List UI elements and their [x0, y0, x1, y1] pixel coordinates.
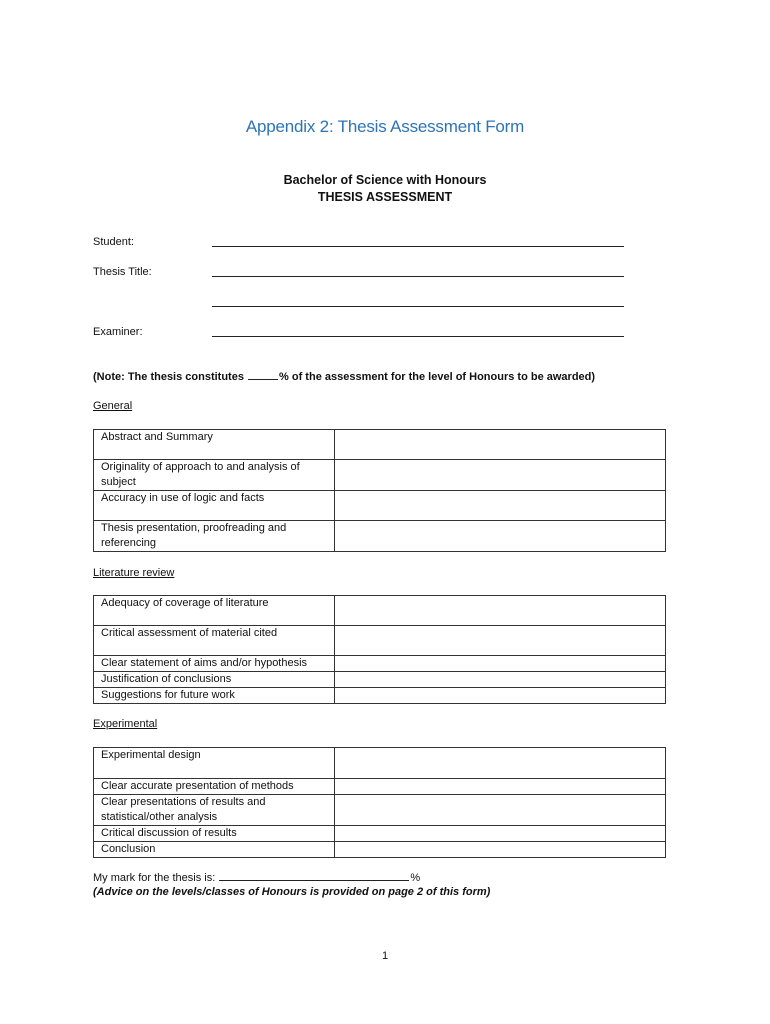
degree-subtitle: Bachelor of Science with Honours	[283, 173, 487, 187]
table-row	[94, 596, 666, 626]
criterion-label: Clear statement of aims and/or hypothesis	[94, 656, 335, 672]
student-label: Student:	[93, 236, 134, 248]
criterion-label: Justification of conclusions	[94, 672, 335, 688]
criterion-label: Conclusion	[94, 842, 335, 858]
criterion-mark-cell[interactable]	[335, 626, 666, 656]
criterion-label: Experimental design	[94, 748, 335, 779]
table-row	[94, 688, 666, 704]
student-field[interactable]	[212, 246, 624, 247]
criterion-mark-cell[interactable]	[335, 748, 666, 779]
assessment-note	[93, 370, 595, 383]
criterion-label: Adequacy of coverage of literature	[94, 596, 335, 626]
criterion-label: Clear accurate presentation of methods	[94, 779, 335, 795]
criterion-mark-cell[interactable]	[335, 656, 666, 672]
criterion-mark-cell[interactable]	[335, 779, 666, 795]
table-row	[94, 826, 666, 842]
table-row	[94, 795, 666, 826]
table-row	[94, 430, 666, 460]
advice-note: (Advice on the levels/classes of Honours is provided on page 2 of this form)	[93, 886, 491, 898]
page-number: 1	[381, 950, 389, 962]
table-row	[94, 656, 666, 672]
criterion-label: Critical assessment of material cited	[94, 626, 335, 656]
note-prefix: (Note: The thesis constitutes	[93, 371, 248, 383]
criterion-label: Accuracy in use of logic and facts	[94, 491, 335, 521]
table-row	[94, 779, 666, 795]
criterion-mark-cell[interactable]	[335, 688, 666, 704]
section-heading-literature: Literature review	[93, 567, 175, 579]
section-heading-experimental: Experimental	[93, 718, 158, 730]
criterion-label: Clear presentations of results and statistical/other analysis	[94, 795, 335, 826]
general-table	[93, 429, 666, 552]
criterion-mark-cell[interactable]	[335, 521, 666, 552]
table-row	[94, 748, 666, 779]
criterion-mark-cell[interactable]	[335, 596, 666, 626]
examiner-label: Examiner:	[93, 326, 143, 338]
table-row	[94, 460, 666, 491]
examiner-field[interactable]	[212, 336, 624, 337]
criterion-label: Thesis presentation, proofreading and referencing	[94, 521, 335, 552]
thesis-title-label: Thesis Title:	[93, 266, 152, 278]
literature-table	[93, 595, 666, 704]
criterion-mark-cell[interactable]	[335, 842, 666, 858]
mark-suffix: %	[410, 872, 421, 884]
criterion-mark-cell[interactable]	[335, 430, 666, 460]
table-row	[94, 672, 666, 688]
thesis-title-field[interactable]	[212, 276, 624, 277]
criterion-label: Suggestions for future work	[94, 688, 335, 704]
table-row	[94, 521, 666, 552]
section-heading-general: General	[93, 400, 133, 412]
criterion-mark-cell[interactable]	[335, 460, 666, 491]
criterion-label: Abstract and Summary	[94, 430, 335, 460]
criterion-mark-cell[interactable]	[335, 826, 666, 842]
criterion-mark-cell[interactable]	[335, 491, 666, 521]
criterion-label: Originality of approach to and analysis of subject	[94, 460, 335, 491]
note-suffix: % of the assessment for the level of Honours to be awarded)	[279, 371, 596, 383]
mark-prefix: My mark for the thesis is:	[93, 872, 219, 884]
table-row	[94, 626, 666, 656]
experimental-table	[93, 747, 666, 858]
criterion-mark-cell[interactable]	[335, 795, 666, 826]
final-mark	[93, 871, 420, 884]
table-row	[94, 842, 666, 858]
assessment-subtitle: THESIS ASSESSMENT	[317, 190, 453, 204]
table-row	[94, 491, 666, 521]
page-title: Appendix 2: Thesis Assessment Form	[245, 117, 525, 136]
criterion-mark-cell[interactable]	[335, 672, 666, 688]
percentage-blank[interactable]	[248, 370, 278, 380]
mark-field[interactable]	[219, 871, 409, 881]
criterion-label: Critical discussion of results	[94, 826, 335, 842]
thesis-title-field-line2[interactable]	[212, 306, 624, 307]
